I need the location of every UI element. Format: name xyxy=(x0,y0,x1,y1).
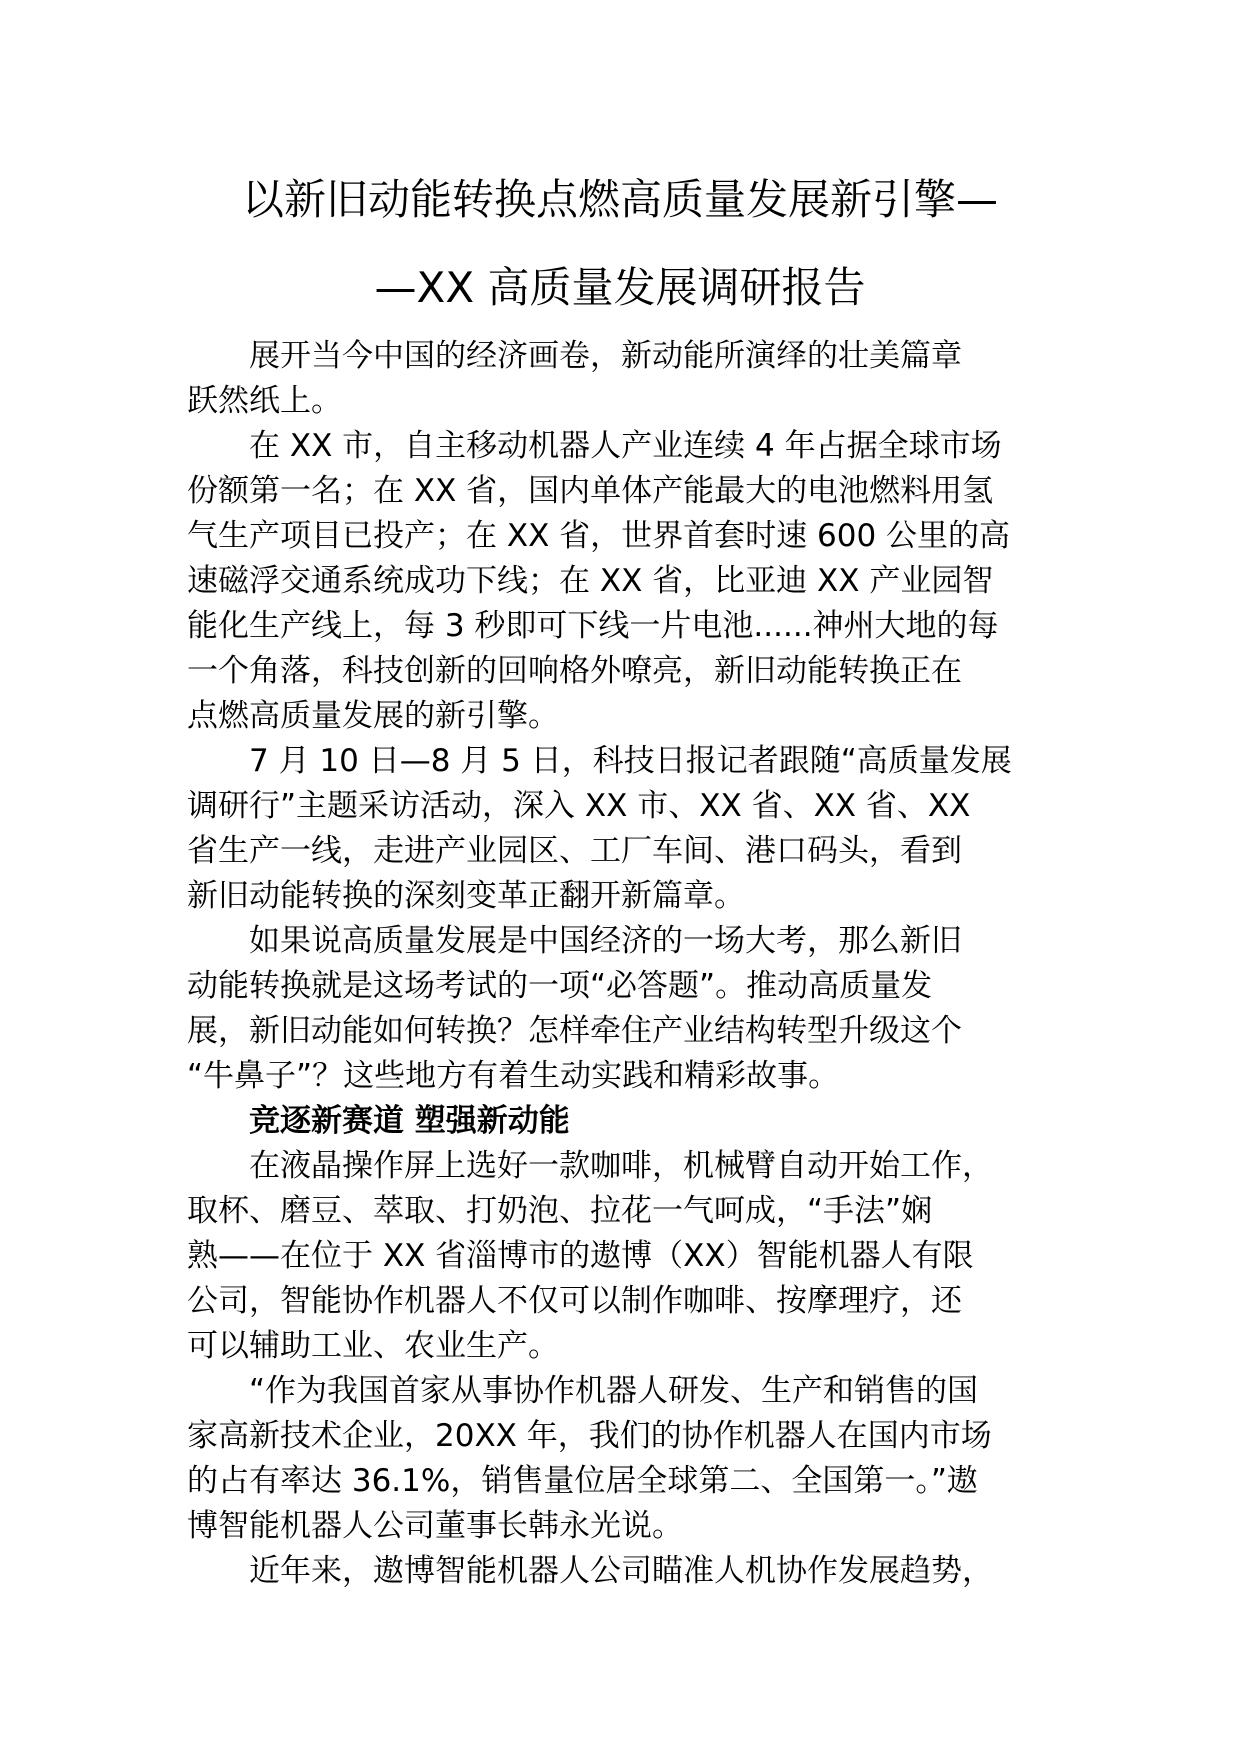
body-text-line: 调研行”主题采访活动，深入 XX 市、XX 省、XX 省、XX xyxy=(187,788,971,824)
document-title-line-1: 以新旧动能转换点燃高质量发展新引擎— xyxy=(241,175,998,224)
body-text-line: 展，新旧动能如何转换？怎样牵住产业结构转型升级这个 xyxy=(187,1013,962,1049)
body-text-line: 博智能机器人公司董事长韩永光说。 xyxy=(187,1508,683,1544)
body-text-line: 公司，智能协作机器人不仅可以制作咖啡、按摩理疗，还 xyxy=(187,1283,962,1319)
body-text-line: 7 月 10 日—8 月 5 日，科技日报记者跟随“高质量发展 xyxy=(249,743,1012,779)
body-text-line: 近年来，遨博智能机器人公司瞄准人机协作发展趋势， xyxy=(249,1553,993,1589)
document-body xyxy=(187,334,1057,1594)
body-text-line: 能化生产线上，每 3 秒即可下线一片电池......神州大地的每 xyxy=(187,608,999,644)
body-text-line: 展开当今中国的经济画卷，新动能所演绎的壮美篇章 xyxy=(249,338,962,374)
body-text-line: 熟——在位于 XX 省淄博市的遨博（XX）智能机器人有限 xyxy=(187,1238,974,1274)
body-text-line: 速磁浮交通系统成功下线；在 XX 省，比亚迪 XX 产业园智 xyxy=(187,563,994,599)
body-text-line: 气生产项目已投产；在 XX 省，世界首套时速 600 公里的高 xyxy=(187,518,1011,554)
body-text-line: 动能转换就是这场考试的一项“必答题”。推动高质量发 xyxy=(187,968,933,1004)
body-text-line: 在 XX 市，自主移动机器人产业连续 4 年占据全球市场 xyxy=(249,428,1002,464)
body-text-line: 省生产一线，走进产业园区、工厂车间、港口码头，看到 xyxy=(187,833,962,869)
body-text-line: 的占有率达 36.1%，销售量位居全球第二、全国第一。”遨 xyxy=(187,1463,978,1499)
body-text-line: 份额第一名；在 XX 省，国内单体产能最大的电池燃料用氢 xyxy=(187,473,994,509)
body-text-line: “牛鼻子”？这些地方有着生动实践和精彩故事。 xyxy=(187,1058,840,1094)
body-text-line: 一个角落，科技创新的回响格外嘹亮，新旧动能转换正在 xyxy=(187,653,962,689)
body-text-line: 可以辅助工业、农业生产。 xyxy=(187,1328,559,1364)
body-text-line: 跃然纸上。 xyxy=(187,383,342,419)
body-text-line: 新旧动能转换的深刻变革正翻开新篇章。 xyxy=(187,878,745,914)
body-text-line: “作为我国首家从事协作机器人研发、生产和销售的国 xyxy=(249,1373,979,1409)
body-text-line: 家高新技术企业，20XX 年，我们的协作机器人在国内市场 xyxy=(187,1418,992,1454)
body-text-line: 取杯、磨豆、萃取、打奶泡、拉花一气呵成，“手法”娴 xyxy=(187,1193,933,1229)
document-title-line-2: —XX 高质量发展调研报告 xyxy=(374,263,866,312)
body-text-line: 点燃高质量发展的新引擎。 xyxy=(187,698,559,734)
body-text-line: 如果说高质量发展是中国经济的一场大考，那么新旧 xyxy=(249,923,962,959)
section-heading: 竞逐新赛道 塑强新动能 xyxy=(249,1103,570,1139)
body-text-line: 在液晶操作屏上选好一款咖啡，机械臂自动开始工作， xyxy=(249,1148,993,1184)
